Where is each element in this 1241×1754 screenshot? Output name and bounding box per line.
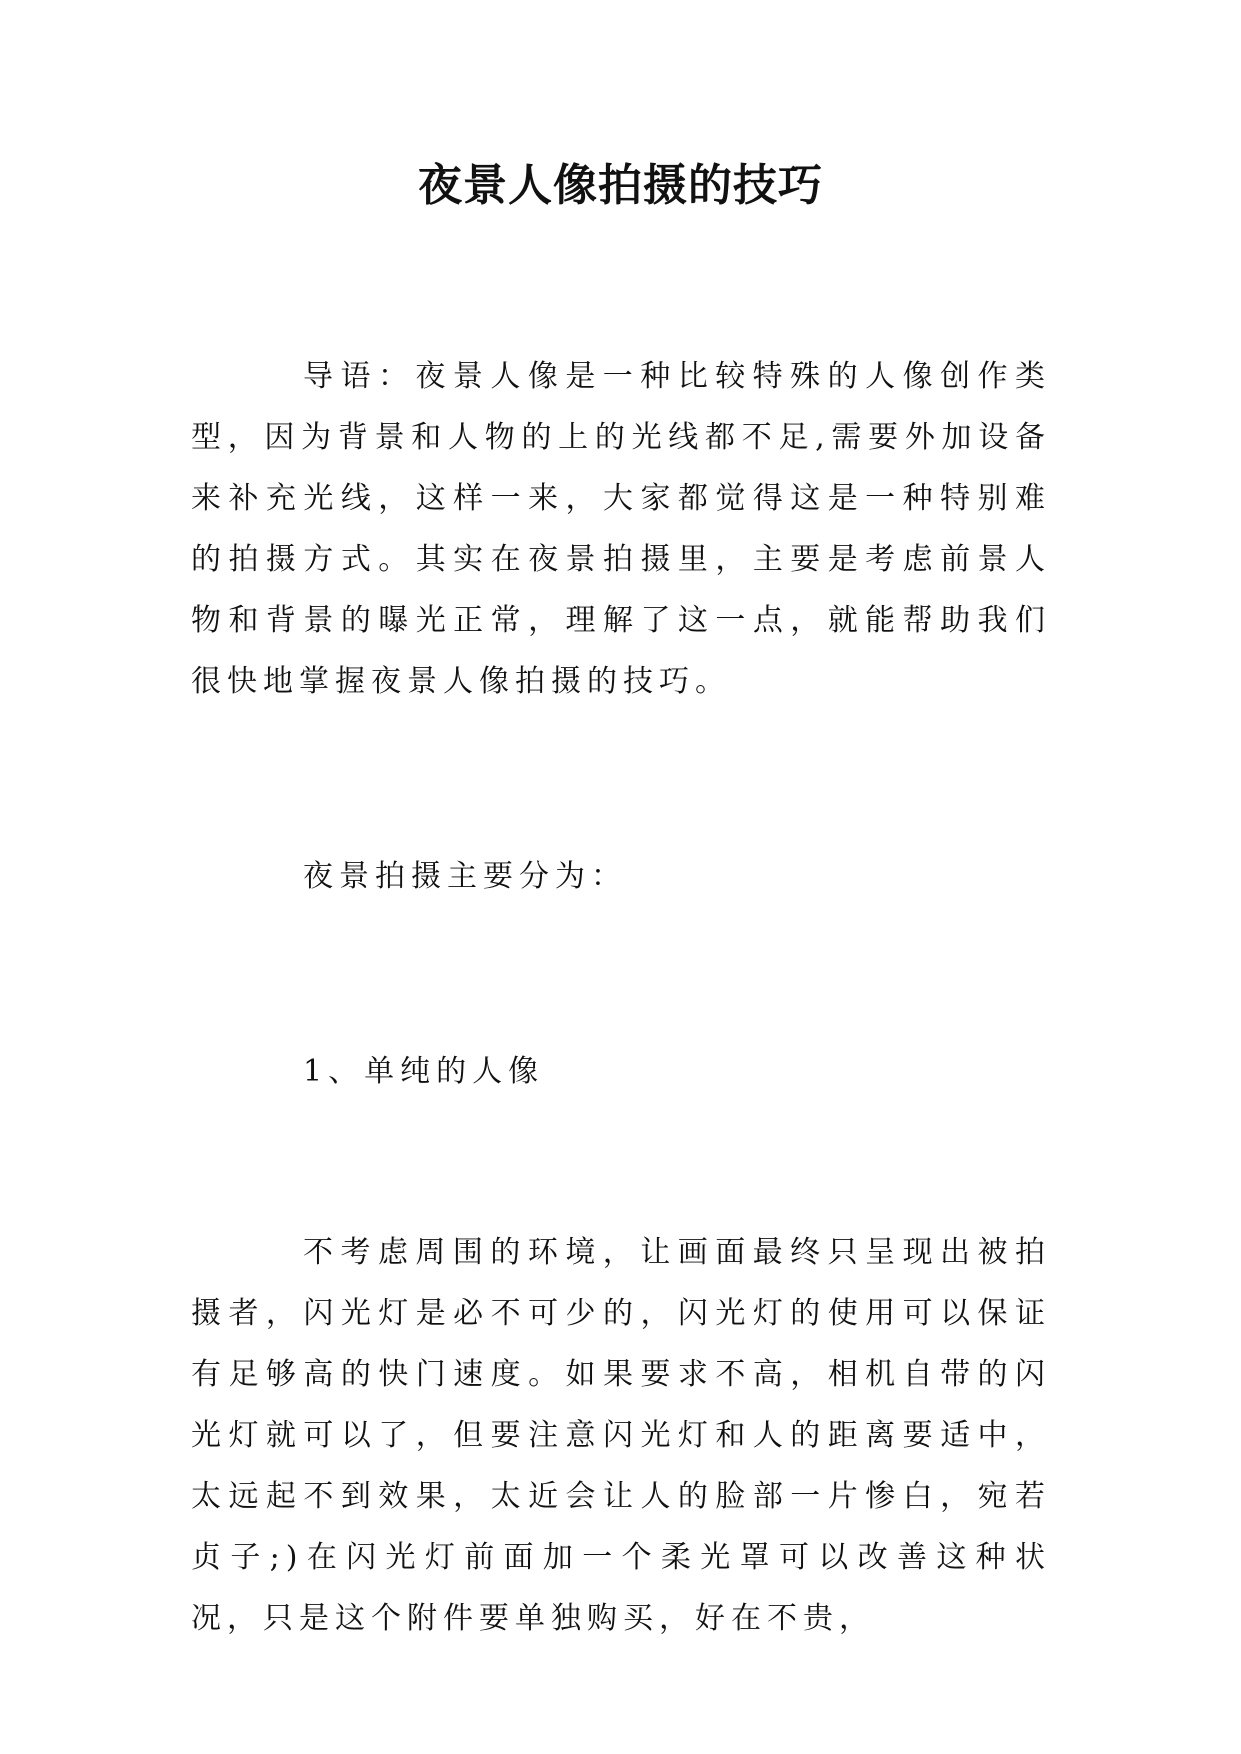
- section-heading-paragraph: 1、单纯的人像: [303, 1054, 545, 1089]
- section-intro-paragraph: 夜景拍摄主要分为：: [303, 859, 627, 894]
- intro-paragraph: 导语：夜景人像是一种比较特殊的人像创作类型，因为背景和人物的上的光线都不足,需要外加设备来补充光线，这样一来，大家都觉得这是一种特别难的拍摄方式。其实在夜景拍摄里，主要是考虑前景人物和背景的曝光正常，理解了这一点，就能帮助我们很快地掌握夜景人像拍摄的技巧。: [191, 359, 1051, 699]
- document-title: 夜景人像拍摄的技巧: [418, 160, 823, 211]
- body-paragraph: 不考虑周围的环境，让画面最终只呈现出被拍摄者，闪光灯是必不可少的，闪光灯的使用可以保证有足够高的快门速度。如果要求不高，相机自带的闪光灯就可以了，但要注意闪光灯和人的距离要适中，太远起不到效果，太近会让人的脸部一片惨白，宛若贞子;)在闪光灯前面加一个柔光罩可以改善这种状况，只是这个附件要单独购买，好在不贵，: [191, 1235, 1051, 1636]
